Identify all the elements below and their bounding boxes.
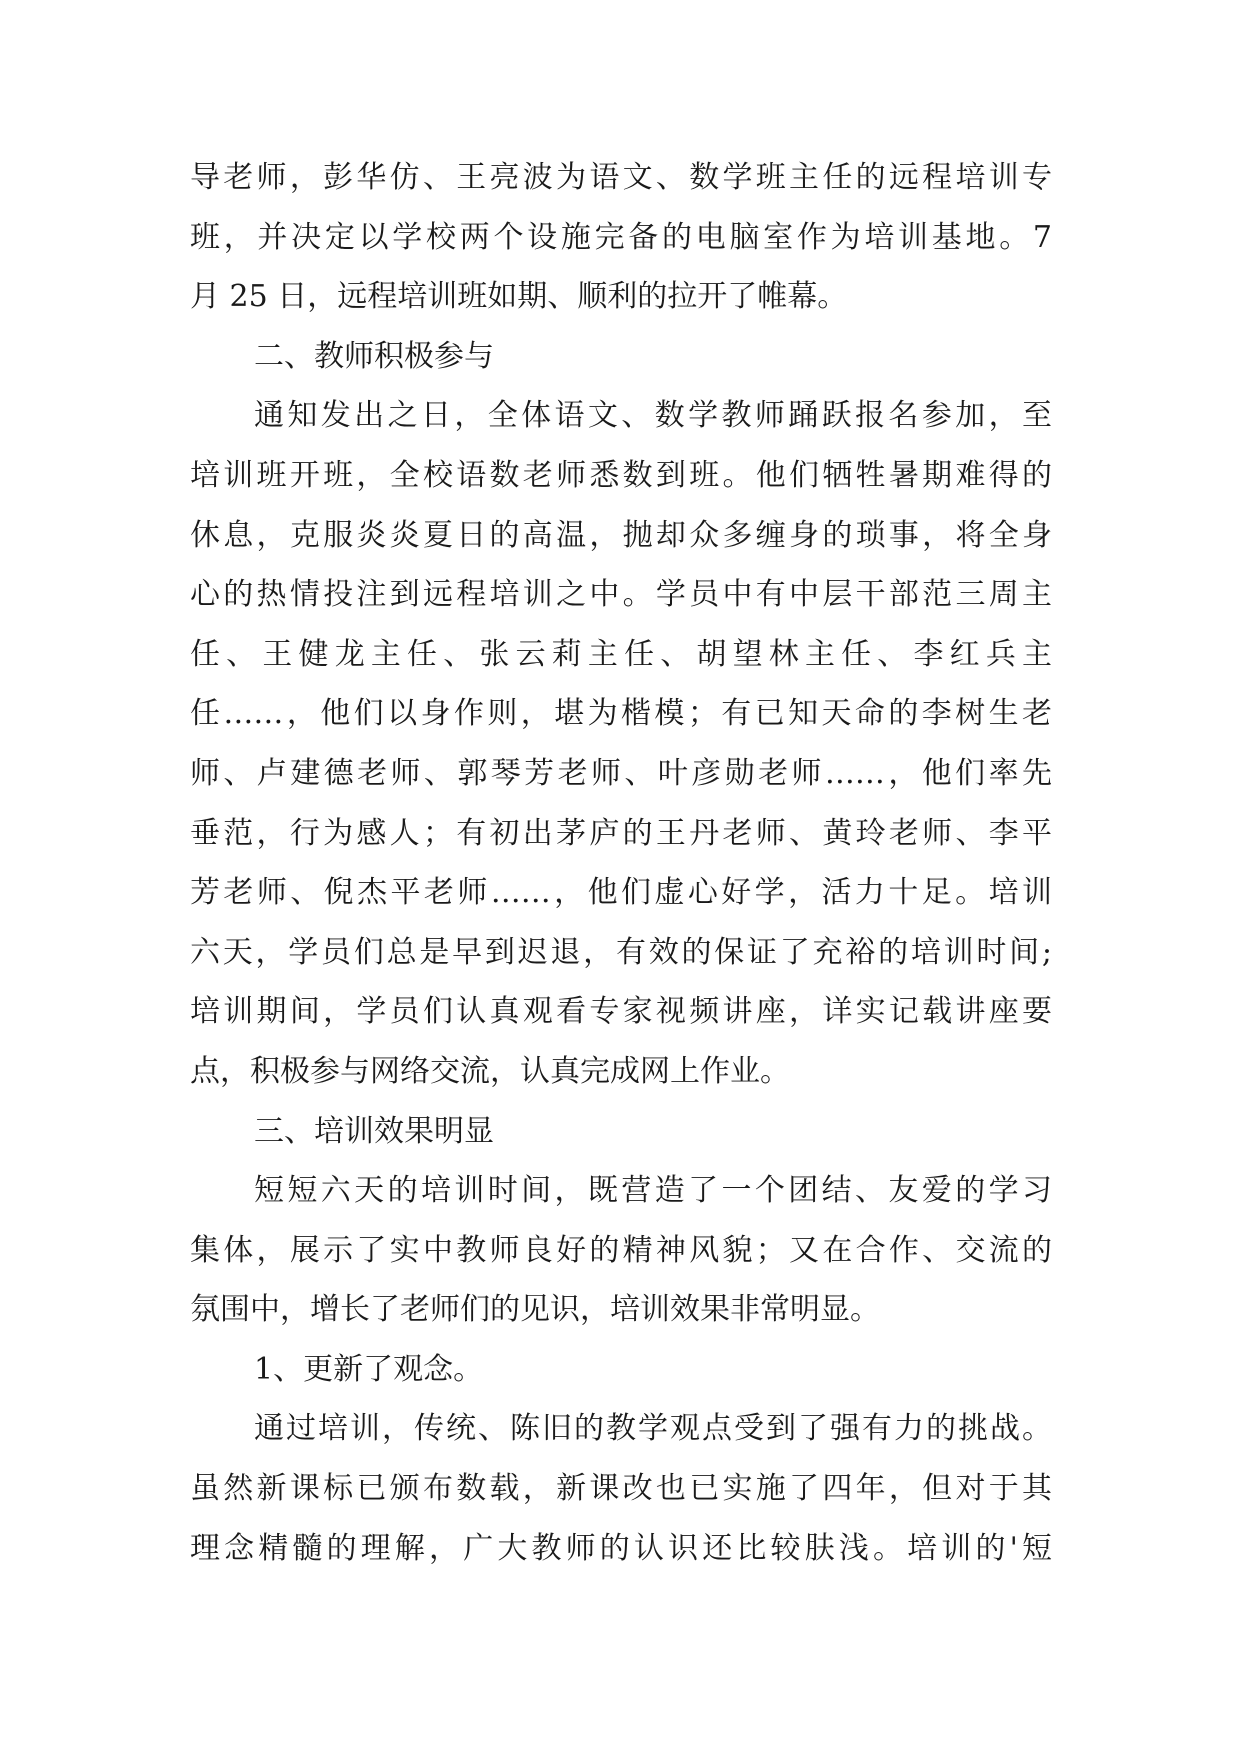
document-body xyxy=(190,148,1052,1578)
text-line: 培训班开班，全校语数老师悉数到班。他们牺牲暑期难得的 xyxy=(190,457,1052,493)
text-line: 通知发出之日，全体语文、数学教师踊跃报名参加，至 xyxy=(254,398,1052,434)
text-line: 垂范，行为感人；有初出茅庐的王丹老师、黄玲老师、李平 xyxy=(190,815,1052,851)
text-line: 心的热情投注到远程培训之中。学员中有中层干部范三周主 xyxy=(190,577,1052,613)
text-line: 氛围中，增长了老师们的见识，培训效果非常明显。 xyxy=(190,1292,880,1328)
text-line: 短短六天的培训时间，既营造了一个团结、友爱的学习 xyxy=(254,1173,1052,1209)
text-line: 理念精髓的理解，广大教师的认识还比较肤浅。培训的'短 xyxy=(190,1530,1052,1566)
text-line: 集体，展示了实中教师良好的精神风貌；又在合作、交流的 xyxy=(190,1232,1052,1268)
text-line: 六天，学员们总是早到迟退，有效的保证了充裕的培训时间; xyxy=(190,934,1052,970)
section-heading: 三、培训效果明显 xyxy=(254,1113,494,1149)
text-line: 通过培训，传统、陈旧的教学观点受到了强有力的挑战。 xyxy=(254,1411,1052,1447)
text-line: 虽然新课标已颁布数载，新课改也已实施了四年，但对于其 xyxy=(190,1471,1052,1507)
text-line: 班，并决定以学校两个设施完备的电脑室作为培训基地。7 xyxy=(190,219,1052,255)
text-line: 任、王健龙主任、张云莉主任、胡望林主任、李红兵主 xyxy=(190,636,1052,672)
text-line: 师、卢建德老师、郭琴芳老师、叶彦勋老师……，他们率先 xyxy=(190,755,1052,791)
text-line: 月 25 日，远程培训班如期、顺利的拉开了帷幕。 xyxy=(190,279,848,315)
text-line: 点，积极参与网络交流，认真完成网上作业。 xyxy=(190,1053,790,1089)
text-line: 培训期间，学员们认真观看专家视频讲座，详实记载讲座要 xyxy=(190,994,1052,1030)
section-heading: 二、教师积极参与 xyxy=(254,338,494,374)
text-line: 导老师，彭华仿、王亮波为语文、数学班主任的远程培训专 xyxy=(190,160,1052,195)
text-line: 任……，他们以身作则，堪为楷模；有已知天命的李树生老 xyxy=(190,696,1052,732)
text-line: 芳老师、倪杰平老师……，他们虚心好学，活力十足。培训 xyxy=(190,875,1052,911)
section-heading: 1、更新了观念。 xyxy=(254,1351,484,1387)
text-line: 休息，克服炎炎夏日的高温，抛却众多缠身的琐事，将全身 xyxy=(190,517,1052,553)
